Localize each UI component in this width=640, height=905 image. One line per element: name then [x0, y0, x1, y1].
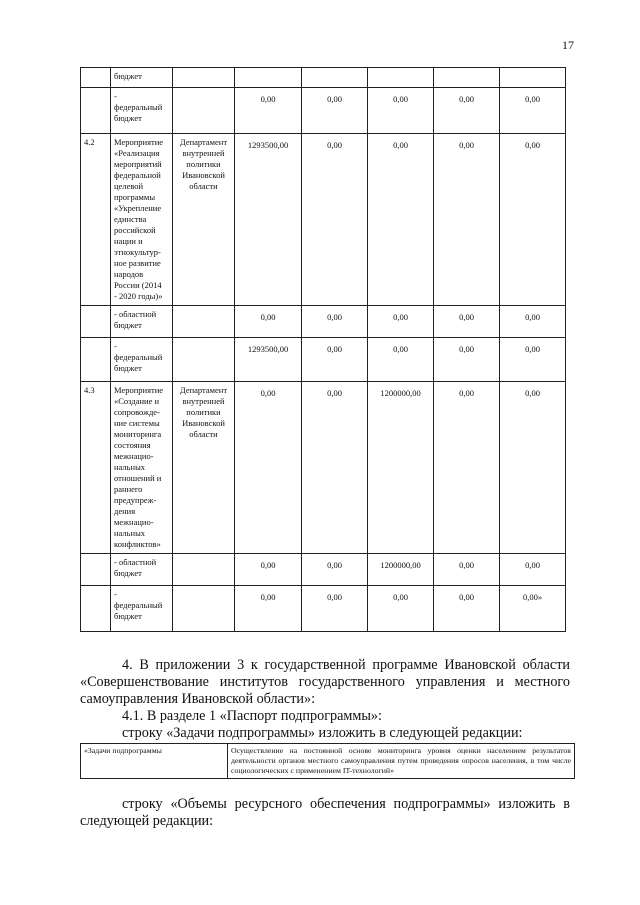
- value-cell: 0,00: [235, 382, 302, 554]
- value-cell: 1293500,00: [235, 338, 302, 382]
- value-cell: 0,00: [302, 382, 368, 554]
- value-cell: 0,00: [302, 134, 368, 306]
- table-row: [81, 88, 566, 134]
- passport-table: [80, 743, 575, 779]
- measure-name-cell: - федеральный бюджет: [111, 338, 173, 382]
- executor-cell: Департамент внутренней политики Ивановской области: [173, 382, 235, 554]
- executor-cell: [173, 338, 235, 382]
- value-cell: 0,00: [368, 88, 434, 134]
- table-row: [81, 134, 566, 306]
- value-cell: 0,00: [368, 338, 434, 382]
- value-cell: 0,00: [500, 306, 566, 338]
- executor-cell: Департамент внутренней политики Ивановской области: [173, 134, 235, 306]
- measure-name-cell: - областной бюджет: [111, 554, 173, 586]
- value-cell: 0,00: [235, 586, 302, 632]
- value-cell: 0,00: [368, 134, 434, 306]
- value-cell: 0,00: [434, 586, 500, 632]
- value-cell: 0,00: [500, 338, 566, 382]
- executor-cell: [173, 554, 235, 586]
- value-cell: 0,00: [434, 306, 500, 338]
- passport-value: Осуществление на постоянной основе мониторинга уровня оценки населением результатов деятельности органов местного самоуправления путем проведения опросов населения, в том числе социологических с применением IT-технологий»: [228, 744, 575, 779]
- value-cell: 0,00: [368, 306, 434, 338]
- value-cell: 1293500,00: [235, 134, 302, 306]
- value-cell: 0,00: [235, 306, 302, 338]
- value-cell: 1200000,00: [368, 382, 434, 554]
- row-number-cell: 4.3: [81, 382, 111, 554]
- value-cell: 0,00: [235, 554, 302, 586]
- value-cell: 0,00: [434, 554, 500, 586]
- table-row: [81, 744, 575, 779]
- value-cell: 0,00: [500, 134, 566, 306]
- value-cell: 0,00: [434, 338, 500, 382]
- value-cell: [434, 68, 500, 88]
- value-cell: 0,00»: [500, 586, 566, 632]
- value-cell: 0,00: [500, 554, 566, 586]
- row-number-cell: [81, 554, 111, 586]
- value-cell: 0,00: [235, 88, 302, 134]
- page-number: 17: [562, 38, 574, 52]
- value-cell: [302, 68, 368, 88]
- paragraph-section: 4.1. В разделе 1 «Паспорт подпрограммы»:: [122, 708, 382, 724]
- executor-cell: [173, 88, 235, 134]
- measure-name-cell: бюджет: [111, 68, 173, 88]
- row-number-cell: [81, 338, 111, 382]
- row-number-cell: [81, 88, 111, 134]
- measure-name-cell: Мероприятие «Реализация мероприятий федеральной целевой программы «Укрепление единства российской нации и этнокультур- ное развитие народов России (2014 - 2020 годы)»: [111, 134, 173, 306]
- passport-label: «Задачи подпрограммы: [81, 744, 228, 779]
- value-cell: [500, 68, 566, 88]
- measure-name-cell: - федеральный бюджет: [111, 88, 173, 134]
- value-cell: [368, 68, 434, 88]
- executor-cell: [173, 68, 235, 88]
- measure-name-cell: - федеральный бюджет: [111, 586, 173, 632]
- paragraph-tasks-row: строку «Задачи подпрограммы» изложить в следующей редакции:: [122, 725, 523, 741]
- measure-name-cell: Мероприятие «Создание и сопровожде- ние системы мониторинга состояния межнацио- нальных отношений и раннего предупреж- дения межнацио- нальных конфликтов»: [111, 382, 173, 554]
- row-number-cell: [81, 586, 111, 632]
- table-row: [81, 68, 566, 88]
- row-number-cell: [81, 306, 111, 338]
- value-cell: 1200000,00: [368, 554, 434, 586]
- budget-table: [80, 67, 566, 632]
- table-row: [81, 586, 566, 632]
- value-cell: 0,00: [434, 382, 500, 554]
- executor-cell: [173, 586, 235, 632]
- table-row: [81, 382, 566, 554]
- value-cell: 0,00: [302, 554, 368, 586]
- table-row: [81, 306, 566, 338]
- paragraph-resources-row: строку «Объемы ресурсного обеспечения подпрограммы» изложить в следующей редакции:: [80, 796, 570, 829]
- measure-name-cell: - областной бюджет: [111, 306, 173, 338]
- value-cell: 0,00: [434, 134, 500, 306]
- table-row: [81, 338, 566, 382]
- value-cell: [235, 68, 302, 88]
- value-cell: 0,00: [302, 306, 368, 338]
- value-cell: 0,00: [302, 88, 368, 134]
- row-number-cell: [81, 68, 111, 88]
- executor-cell: [173, 306, 235, 338]
- table-row: [81, 554, 566, 586]
- value-cell: 0,00: [302, 586, 368, 632]
- row-number-cell: 4.2: [81, 134, 111, 306]
- value-cell: 0,00: [302, 338, 368, 382]
- paragraph-amendment: 4. В приложении 3 к государственной программе Ивановской области «Совершенствование институтов государственного управления и местного самоуправления Ивановской области»:: [80, 657, 570, 707]
- value-cell: 0,00: [368, 586, 434, 632]
- value-cell: 0,00: [434, 88, 500, 134]
- value-cell: 0,00: [500, 88, 566, 134]
- value-cell: 0,00: [500, 382, 566, 554]
